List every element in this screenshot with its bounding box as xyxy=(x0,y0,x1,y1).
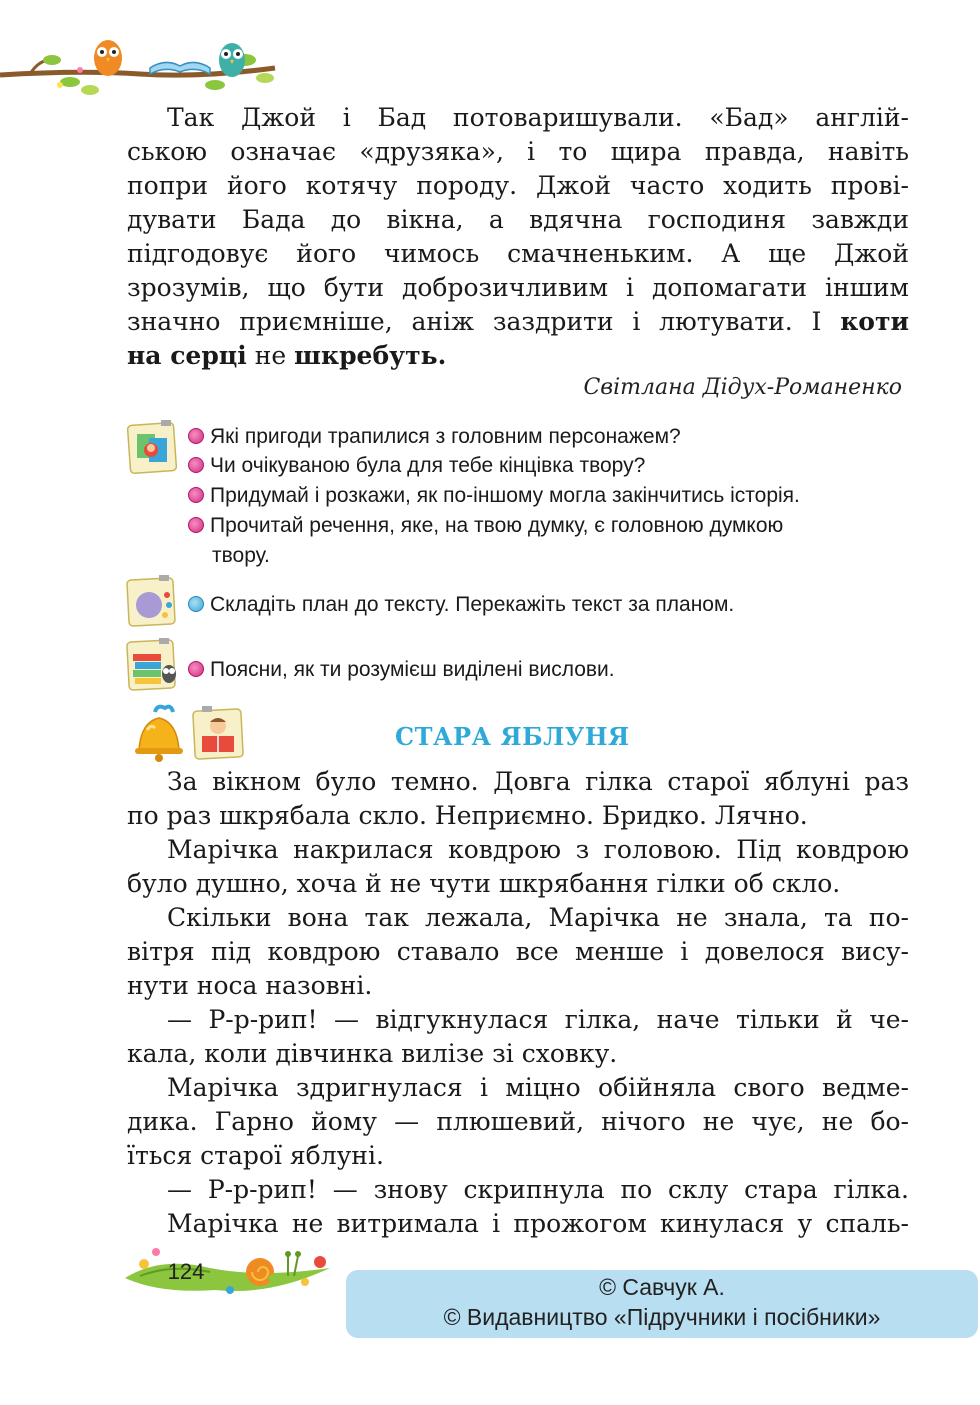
bell-icon xyxy=(125,700,191,766)
list-item xyxy=(188,453,645,479)
intro-line: зрозумів, що бути доброзичливим і допомагати іншим xyxy=(127,273,909,302)
highlighted-phrase: на серці xyxy=(127,341,247,370)
bullet-icon xyxy=(188,457,204,473)
intro-paragraph xyxy=(127,101,909,373)
task-text: Поясни, як ти розумієш виділені вислови. xyxy=(210,658,615,681)
intro-last-line xyxy=(127,339,909,373)
copyright-banner xyxy=(346,1270,978,1338)
flowers-snail-icon xyxy=(120,1238,335,1308)
task-text: Складіть план до тексту. Перекажіть текст за планом. xyxy=(210,593,735,616)
story-line: по раз шкрябала скло. Неприємно. Бридко. Лячно. xyxy=(127,801,808,830)
intro-line: підгодовує його чимось смачненьким. А ще Джой xyxy=(127,239,909,268)
copyright-author: © Савчук А. xyxy=(599,1274,725,1300)
book-question-icon xyxy=(127,420,179,476)
story-line: вітря під ковдрою ставало все менше і довелося вису- xyxy=(127,937,909,966)
story-line: Марічка здригнулася і міцно обійняла свого ведме- xyxy=(167,1073,909,1102)
story-line: було душно, хоча й не чути шкрябання гілки об скло. xyxy=(127,869,841,898)
branch-with-owls-icon xyxy=(0,30,280,105)
intro-line: Так Джой і Бад потоваришували. «Бад» англій- xyxy=(167,103,909,132)
plan-palette-icon xyxy=(125,575,179,629)
story-line: — Р-р-рип! — відгукнулася гілка, наче тільки й че- xyxy=(167,1005,909,1034)
story-line: — Р-р-рип! — знову скрипнула по склу стара гілка. xyxy=(167,1175,909,1204)
author-name: Світлана Дідух-Романенко xyxy=(583,375,902,400)
story-line: дика. Гарно йому — плюшевий, нічого не чує, не бо- xyxy=(127,1107,909,1136)
question-text: Придумай і розкажи, як по-іншому могла закінчитись історія. xyxy=(210,484,800,507)
bullet-icon xyxy=(188,487,204,503)
intro-line-with-bold xyxy=(127,305,909,339)
story-line: кала, коли дівчинка вилізе зі сховку. xyxy=(127,1039,618,1068)
list-item xyxy=(188,424,681,450)
intro-line: ською означає «друзяка», і то щира правда, навіть xyxy=(127,137,909,166)
list-item xyxy=(188,483,800,509)
list-item-continuation xyxy=(212,543,270,569)
list-item xyxy=(188,657,615,683)
intro-line: дувати Бада до вікна, а вдячна господиня завжди xyxy=(127,205,909,234)
story-line: Марічка не витримала і прожогом кинулася у спаль- xyxy=(167,1209,909,1238)
story-line: За вікном було темно. Довга гілка старої яблуні раз xyxy=(167,767,909,796)
story-line: їться старої яблуні. xyxy=(127,1141,384,1170)
question-text: Чи очікуваною була для тебе кінцівка твору? xyxy=(210,454,646,477)
intro-line: значно приємніше, аніж заздрити і лютувати. І xyxy=(127,307,841,336)
story-text xyxy=(127,765,909,1241)
copyright-publisher: © Видавництво «Підручники і посібники» xyxy=(443,1304,881,1330)
bullet-icon xyxy=(188,517,204,533)
intro-text: не xyxy=(246,341,295,370)
list-item xyxy=(188,513,783,539)
books-owl-icon xyxy=(125,638,181,692)
bullet-icon xyxy=(188,661,204,677)
reading-child-icon xyxy=(190,706,246,762)
question-text: Які пригоди трапилися з головним персонажем? xyxy=(210,425,681,448)
story-title: СТАРА ЯБЛУНЯ xyxy=(395,722,630,751)
bullet-icon xyxy=(188,596,204,612)
highlighted-phrase: коти xyxy=(840,307,909,336)
highlighted-phrase: шкребуть. xyxy=(294,341,447,370)
intro-line: попри його котячу породу. Джой часто ходить прові- xyxy=(127,171,909,200)
question-text: твору. xyxy=(212,544,270,567)
bullet-icon xyxy=(188,428,204,444)
page-number: 124 xyxy=(167,1259,205,1284)
story-line: Скільки вона так лежала, Марічка не знала, та по- xyxy=(167,903,909,932)
question-text: Прочитай речення, яке, на твою думку, є головною думкою xyxy=(210,514,784,537)
story-line: нути носа назовні. xyxy=(127,971,373,1000)
story-line: Марічка накрилася ковдрою з головою. Під ковдрою xyxy=(167,835,909,864)
list-item xyxy=(188,592,734,618)
